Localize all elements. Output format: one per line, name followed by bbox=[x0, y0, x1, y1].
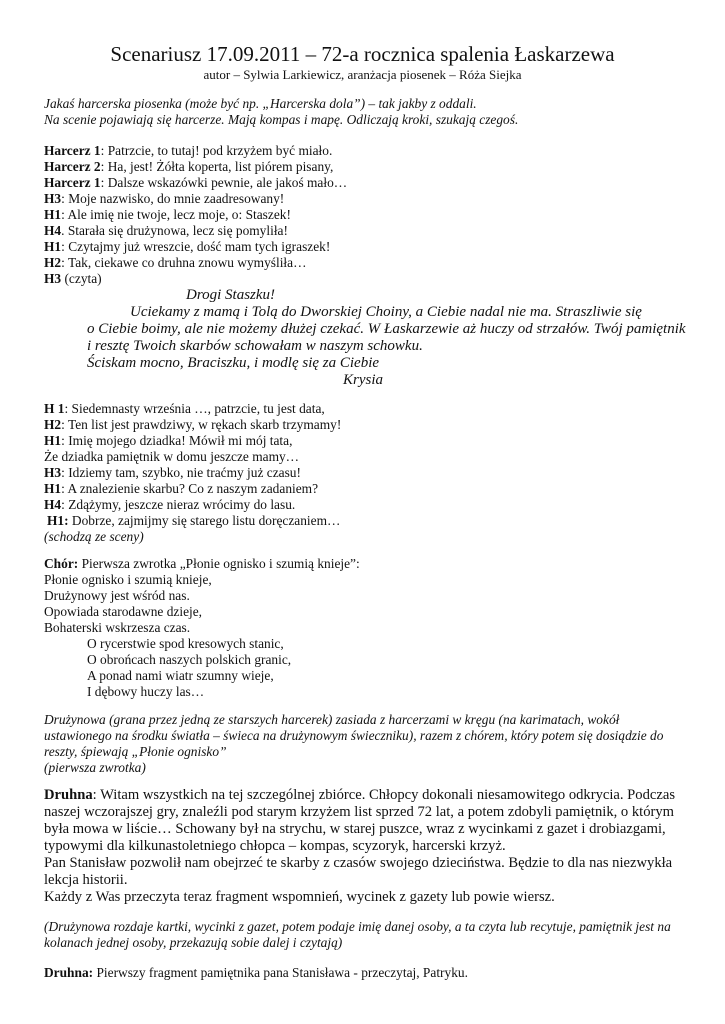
dialogue-line bbox=[44, 481, 318, 497]
dialogue-line bbox=[44, 497, 295, 513]
dialogue-text: : Ale imię nie twoje, lecz moje, o: Staszek! bbox=[61, 207, 291, 222]
stage-direction: reszty, śpiewają „Płonie ognisko” bbox=[44, 744, 227, 759]
dialogue-text: Że dziadka pamiętnik w domu jeszcze mamy… bbox=[44, 449, 300, 464]
speaker-name: H4 bbox=[44, 223, 62, 238]
dialogue-line bbox=[44, 255, 306, 271]
song-line: O obrońcach naszych polskich granic, bbox=[87, 652, 292, 667]
dialogue-text: Dobrze, zajmijmy się starego listu doręczaniem… bbox=[68, 513, 341, 528]
dialogue-text: : Ha, jest! Żółta koperta, list piórem pisany, bbox=[100, 159, 334, 174]
song-line: A ponad nami wiatr szumny wieje, bbox=[87, 668, 274, 683]
dialogue-text: : Moje nazwisko, do mnie zaadresowany! bbox=[61, 191, 285, 206]
song-line: Bohaterski wskrzesza czas. bbox=[44, 620, 191, 635]
dialogue-line bbox=[44, 175, 347, 191]
stage-direction: ustawionego na środku światła – świeca na drużynowym świeczniku), razem z chórem, który potem się dosiądzie do bbox=[44, 728, 664, 743]
speaker-name: Chór: bbox=[44, 556, 79, 571]
druhna-speech-line: typowymi dla kilkunastoletniego chłopca – kompas, scyzoryk, harcerski krzyż. bbox=[44, 838, 506, 854]
speaker-name: Harcerz 1 bbox=[44, 143, 101, 158]
druhna-speech-line: Każdy z Was przeczyta teraz fragment wspomnień, wycinek z gazety lub powie wiersz. bbox=[44, 889, 555, 905]
speaker-name: H2 bbox=[44, 417, 62, 432]
speaker-name: Druhna: bbox=[44, 965, 94, 980]
speaker-name: H3 bbox=[44, 465, 62, 480]
stage-direction: (pierwsza zwrotka) bbox=[44, 760, 146, 775]
dialogue-line bbox=[44, 271, 102, 287]
dialogue-text: : Dalsze wskazówki pewnie, ale jakoś mało… bbox=[100, 175, 348, 190]
dialogue-line bbox=[44, 401, 325, 417]
dialogue-line bbox=[44, 207, 291, 223]
song-line: I dębowy huczy las… bbox=[87, 684, 205, 699]
speaker-name: H3 bbox=[44, 191, 62, 206]
speaker-name: H1 bbox=[44, 207, 62, 222]
speaker-name: H1: bbox=[47, 513, 69, 528]
dialogue-text: : Zdążymy, jeszcze nieraz wrócimy do lasu. bbox=[61, 497, 296, 512]
dialogue-line bbox=[44, 433, 292, 449]
stage-direction: (Drużynowa rozdaje kartki, wycinki z gazet, potem podaje imię danej osoby, a ta czyta lub recytuje, pamiętnik jest na bbox=[44, 919, 671, 934]
speaker-name: Harcerz 1 bbox=[44, 175, 101, 190]
dialogue-text: . Starała się drużynowa, lecz się pomyliła! bbox=[61, 223, 288, 238]
dialogue-line bbox=[44, 191, 284, 207]
druhna-speech-line bbox=[44, 787, 675, 804]
dialogue-text: : Ten list jest prawdziwy, w rękach skarb trzymamy! bbox=[61, 417, 342, 432]
stage-direction: Na scenie pojawiają się harcerze. Mają kompas i mapę. Odliczają kroki, szukają czegoś. bbox=[44, 112, 519, 127]
dialogue-line bbox=[44, 417, 341, 433]
speaker-name: Druhna bbox=[44, 787, 93, 803]
druhna-speech-line: naszej wczorajszej gry, znaleźli pod starym krzyżem list sprzed 72 lat, a potem zdobyli pamiętnik, o którym bbox=[44, 804, 675, 820]
stage-direction: (schodzą ze sceny) bbox=[44, 529, 144, 544]
speaker-name: H2 bbox=[44, 255, 62, 270]
letter-signature: Krysia bbox=[343, 372, 384, 388]
stage-direction: Drużynowa (grana przez jedną ze starszych harcerek) zasiada z harcerzami w kręgu (na karimatach, wokół bbox=[44, 712, 620, 727]
dialogue-text: : Czytajmy już wreszcie, dość mam tych igraszek! bbox=[61, 239, 331, 254]
letter-line: o Ciebie boimy, ale nie możemy dłużej czekać. W Łaskarzewie aż huczy od strzałów. Twój pamiętnik bbox=[87, 321, 686, 337]
letter-greeting: Drogi Staszku! bbox=[186, 287, 276, 303]
song-line: Drużynowy jest wśród nas. bbox=[44, 588, 190, 603]
dialogue-line bbox=[44, 449, 299, 465]
druhna-speech-line: lekcja historii. bbox=[44, 872, 128, 888]
dialogue-line bbox=[44, 965, 468, 981]
druhna-speech-line: Pan Stanisław pozwolił nam obejrzeć te skarby z czasów swojego dzieciństwa. Będzie to dla nas niezwykła bbox=[44, 855, 673, 871]
dialogue-line bbox=[44, 223, 288, 239]
dialogue-line bbox=[44, 465, 301, 481]
speaker-name: Harcerz 2 bbox=[44, 159, 101, 174]
dialogue-text: (czyta) bbox=[61, 271, 102, 286]
choir-intro bbox=[44, 556, 360, 572]
speaker-name: H 1 bbox=[44, 401, 65, 416]
dialogue-line bbox=[44, 143, 332, 159]
dialogue-line bbox=[44, 239, 330, 255]
speaker-name: H4 bbox=[44, 497, 62, 512]
document-subtitle: autor – Sylwia Larkiewicz, aranżacja piosenek – Róża Siejka bbox=[203, 67, 522, 82]
letter-line: Ściskam mocno, Braciszku, i modlę się za Ciebie bbox=[87, 355, 380, 371]
speaker-name: H1 bbox=[44, 239, 62, 254]
stage-direction: Jakaś harcerska piosenka (może być np. „Harcerska dola”) – tak jakby z oddali. bbox=[44, 96, 477, 111]
letter-line: Uciekamy z mamą i Tolą do Dworskiej Choiny, a Ciebie nadal nie ma. Straszliwie się bbox=[130, 304, 642, 320]
song-line: O rycerstwie spod kresowych stanic, bbox=[87, 636, 284, 651]
dialogue-text: : Idziemy tam, szybko, nie traćmy już czasu! bbox=[61, 465, 301, 480]
document-title: Scenariusz 17.09.2011 – 72-a rocznica spalenia Łaskarzewa bbox=[110, 42, 615, 66]
dialogue-text: Pierwszy fragment pamiętnika pana Stanisława - przeczytaj, Patryku. bbox=[93, 965, 468, 980]
letter-line: i resztę Twoich skarbów schowałam w naszym schowku. bbox=[87, 338, 423, 354]
dialogue-text: : Imię mojego dziadka! Mówił mi mój tata, bbox=[61, 433, 293, 448]
song-line: Płonie ognisko i szumią knieje, bbox=[44, 572, 212, 587]
dialogue-text: : A znalezienie skarbu? Co z naszym zadaniem? bbox=[61, 481, 319, 496]
song-line: Opowiada starodawne dzieje, bbox=[44, 604, 203, 619]
dialogue-text: Pierwsza zwrotka „Płonie ognisko i szumią knieje”: bbox=[78, 556, 360, 571]
dialogue-line bbox=[47, 513, 340, 529]
speaker-name: H3 bbox=[44, 271, 62, 286]
dialogue-text: : Tak, ciekawe co druhna znowu wymyśliła… bbox=[61, 255, 307, 270]
druhna-speech-line: była mowa w liście… Schowany był na strychu, w starej puszce, wraz z wycinkami z gazet i drobiazgami, bbox=[44, 821, 666, 837]
dialogue-text: : Patrzcie, to tutaj! pod krzyżem być miało. bbox=[100, 143, 333, 158]
dialogue-line bbox=[44, 159, 333, 175]
dialogue-text: : Siedemnasty września …, patrzcie, tu jest data, bbox=[64, 401, 325, 416]
speaker-name: H1 bbox=[44, 481, 62, 496]
stage-direction: kolanach jednej osoby, przekazują sobie dalej i czytają) bbox=[44, 935, 343, 950]
dialogue-text: : Witam wszystkich na tej szczególnej zbiórce. Chłopcy dokonali niesamowitego odkrycia. Podczas bbox=[92, 787, 675, 803]
speaker-name: H1 bbox=[44, 433, 62, 448]
